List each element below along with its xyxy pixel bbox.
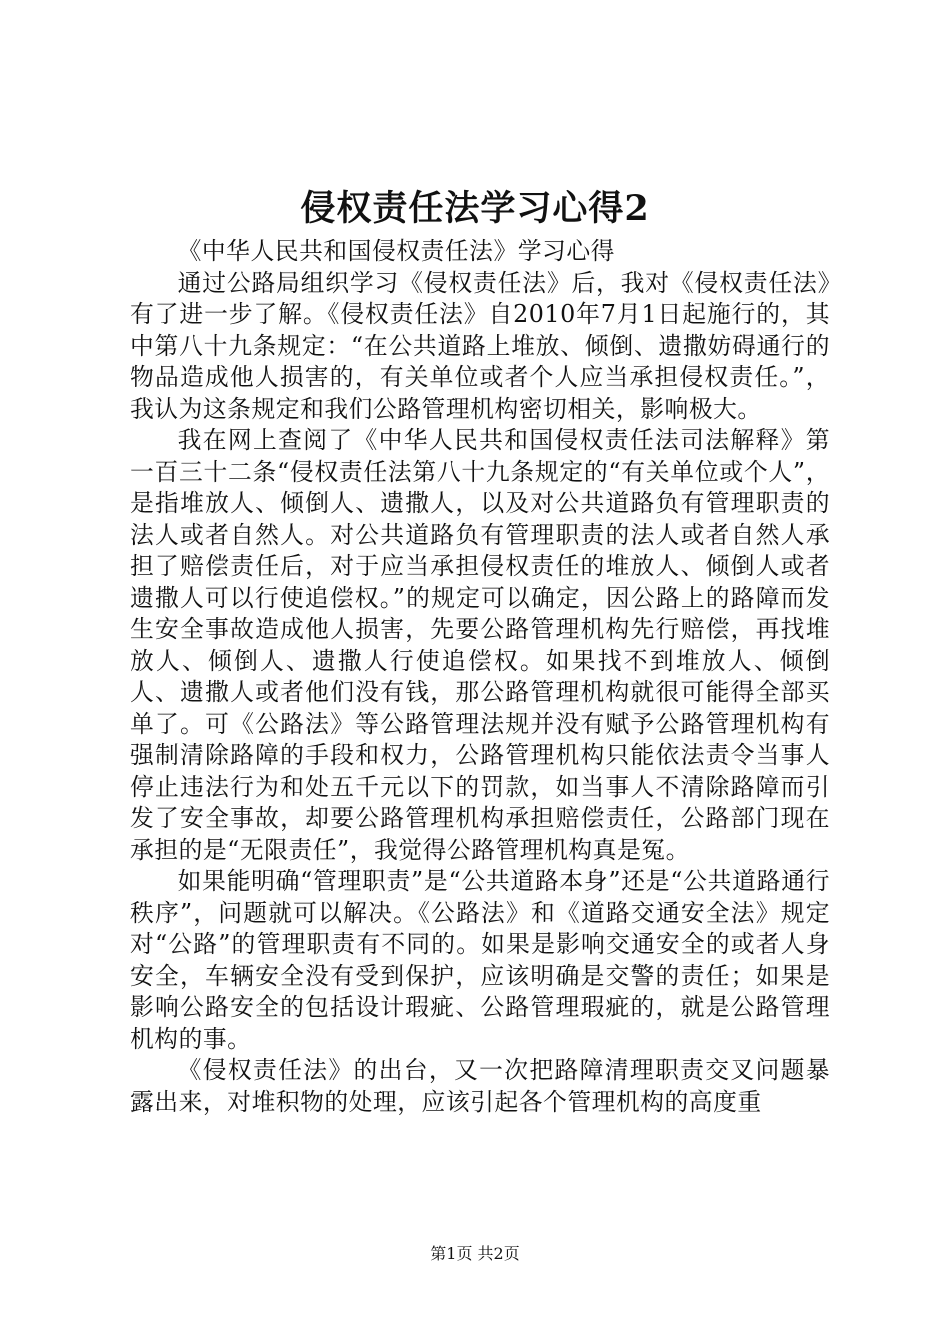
paragraph: 《侵权责任法》的出台，又一次把路障清理职责交叉问题暴露出来，对堆积物的处理，应该引起各个管理机构的高度重 <box>130 1056 830 1116</box>
paragraph: 我在网上查阅了《中华人民共和国侵权责任法司法解释》第一百三十二条“侵权责任法第八十九条规定的“有关单位或个人”，是指堆放人、倾倒人、遗撒人，以及对公共道路负有管理职责的法人或者自然人。对公共道路负有管理职责的法人或者自然人承担了赔偿责任后，对于应当承担侵权责任的堆放人、倾倒人或者遗撒人可以行使追偿权。”的规定可以确定，因公路上的路障而发生安全事故造成他人损害，先要公路管理机构先行赔偿，再找堆放人、倾倒人、遗撒人行使追偿权。如果找不到堆放人、倾倒人、遗撒人或者他们没有钱，那公路管理机构就很可能得全部买单了。可《公路法》等公路管理法规并没有赋予公路管理机构有强制清除路障的手段和权力，公路管理机构只能依法责令当事人停止违法行为和处五千元以下的罚款，如当事人不清除路障而引发了安全事故，却要公路管理机构承担赔偿责任，公路部门现在承担的是“无限责任”，我觉得公路管理机构真是冤。 <box>130 426 830 864</box>
paragraph-subtitle: 《中华人民共和国侵权责任法》学习心得 <box>177 237 615 265</box>
document-title: 侵权责任法学习心得2 <box>300 188 650 229</box>
paragraph: 通过公路局组织学习《侵权责任法》后，我对《侵权责任法》有了进一步了解。《侵权责任法》自2010年7月1日起施行的，其中第八十九条规定：“在公共道路上堆放、倾倒、遗撒妨碍通行的物品造成他人损害的，有关单位或者个人应当承担侵权责任。”，我认为这条规定和我们公路管理机构密切相关，影响极大。 <box>130 268 830 423</box>
paragraph: 如果能明确“管理职责”是“公共道路本身”还是“公共道路通行秩序”，问题就可以解决。《公路法》和《道路交通安全法》规定对“公路”的管理职责有不同的。如果是影响交通安全的或者人身安全，车辆安全没有受到保护，应该明确是交警的责任；如果是影响公路安全的包括设计瑕疵、公路管理瑕疵的，就是公路管理机构的事。 <box>130 867 830 1053</box>
page-number-footer: 第1页 共2页 <box>430 1244 520 1263</box>
document-body <box>130 236 830 1118</box>
